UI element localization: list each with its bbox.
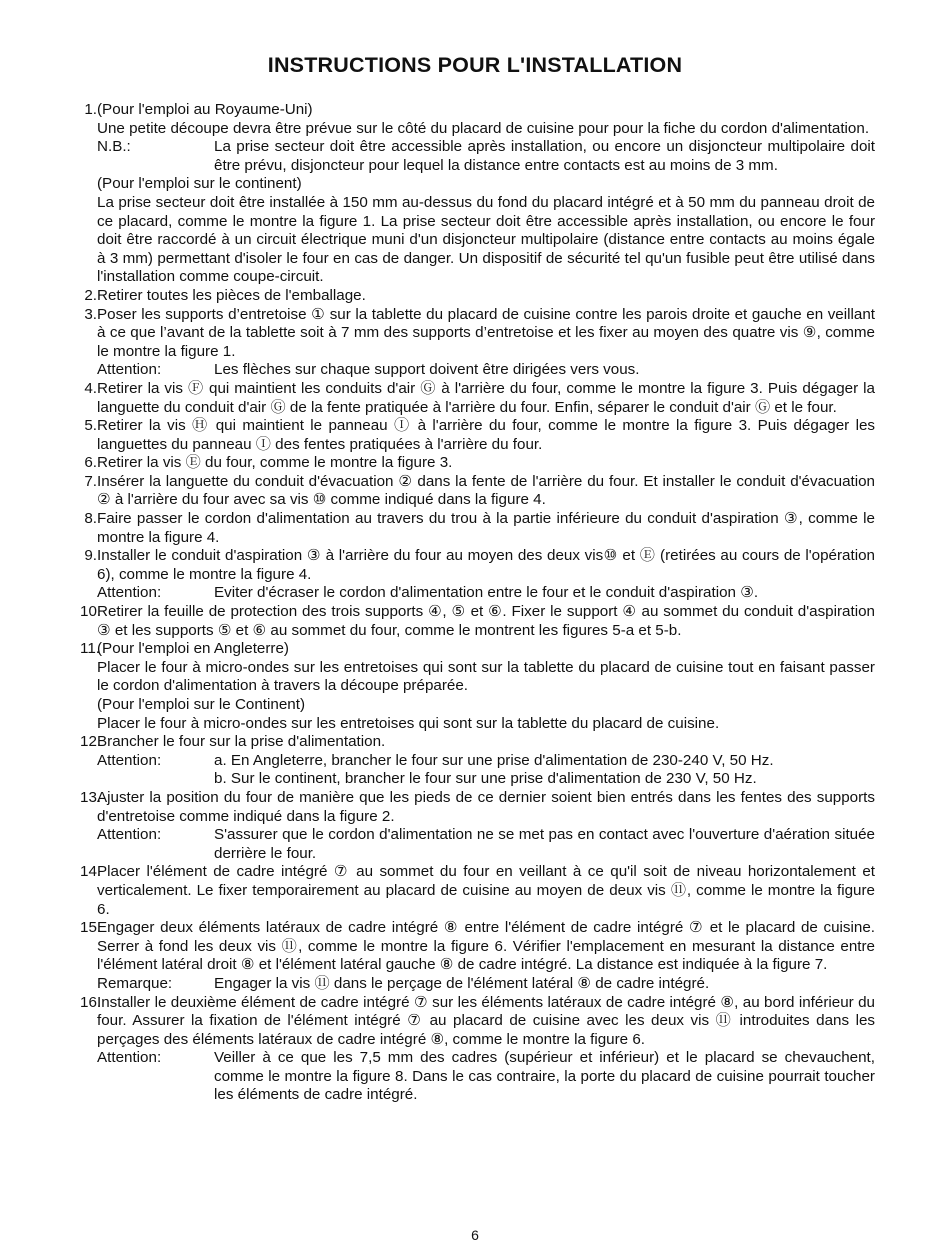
instruction-text: Retirer la vis Ⓔ du four, comme le montre la figure 3.	[97, 454, 453, 472]
page-title: INSTRUCTIONS POUR L'INSTALLATION	[267, 53, 683, 77]
instruction-text: Faire passer le cordon d'alimentation au travers du trou à la partie inférieure du conduit d'aspiration ③, comme le montre la figure 4.	[97, 510, 875, 546]
note-label: Attention:	[97, 1049, 162, 1067]
instruction-body	[97, 547, 875, 603]
instruction-body	[97, 510, 875, 547]
instruction-number: 14.	[80, 863, 102, 881]
instruction-number: 9.	[84, 547, 97, 565]
instruction-body	[97, 417, 875, 454]
note-label: Attention:	[97, 361, 162, 379]
instruction-body	[97, 919, 875, 993]
instruction-number: 8.	[84, 510, 97, 528]
instruction-number: 2.	[84, 286, 97, 304]
instruction-body	[97, 454, 875, 473]
instruction-text: Retirer la vis Ⓕ qui maintient les conduits d'air Ⓖ à l'arrière du four, comme le montre la figure 3. Puis dégager la languette du conduit d'air Ⓖ de la fente pratiquée à l'arrière du four. Enfin, séparer le conduit d'air Ⓖ et le four.	[97, 379, 875, 416]
note-text: Eviter d'écraser le cordon d'alimentation entre le four et le conduit d'aspiration ③.	[214, 584, 759, 602]
note-text: Les flèches sur chaque support doivent être dirigées vers vous.	[214, 361, 640, 379]
instruction-text: (Pour l'emploi en Angleterre)	[97, 640, 289, 658]
instruction-item	[80, 287, 875, 306]
page-number: 6	[471, 1227, 479, 1243]
instruction-item	[80, 510, 875, 547]
instruction-number: 5.	[84, 417, 97, 435]
instruction-item	[80, 603, 875, 640]
instruction-text: Installer le deuxième élément de cadre intégré ⑦ sur les éléments latéraux de cadre intégré ⑧, au bord inférieur du four. Assurer la fixation de l'élément intégré ⑦ au placard de cuisine avec les deux vis ⑪ introduites dans les perçages des éléments latéraux de cadre intégré ⑧, comme le montre la figure 6.	[97, 993, 875, 1048]
instruction-item	[80, 640, 875, 733]
instruction-item	[80, 547, 875, 603]
instruction-item	[80, 380, 875, 417]
instruction-text: (Pour l'emploi sur le continent)	[97, 175, 302, 193]
instruction-text: Une petite découpe devra être prévue sur le côté du placard de cuisine pour pour la fiche du cordon d'alimentation.	[97, 119, 870, 137]
instruction-number: 3.	[84, 305, 97, 323]
instruction-body	[97, 473, 875, 510]
instruction-item	[80, 994, 875, 1106]
instruction-item	[80, 473, 875, 510]
note-text: S'assurer que le cordon d'alimentation ne se met pas en contact avec l'ouverture d'aération située derrière le four.	[214, 826, 875, 862]
instruction-note	[97, 584, 875, 603]
instruction-item	[80, 454, 875, 473]
instruction-text: Retirer toutes les pièces de l'emballage.	[97, 286, 366, 304]
instruction-number: 16.	[80, 993, 102, 1011]
note-label	[97, 770, 214, 789]
instruction-item	[80, 733, 875, 789]
instruction-number: 4.	[84, 379, 97, 397]
instruction-item	[80, 863, 875, 919]
instruction-text: Placer le four à micro-ondes sur les entretoises qui sont sur la tablette du placard de cuisine.	[97, 714, 720, 732]
instruction-number: 7.	[84, 472, 97, 490]
note-text: Veiller à ce que les 7,5 mm des cadres (supérieur et inférieur) et le placard se chevauchent, comme le montre la figure 8. Dans le cas contraire, la porte du placard de cuisine pourrait toucher les éléments de cadre intégré.	[214, 1049, 875, 1104]
instruction-number: 15.	[80, 919, 102, 937]
instruction-body	[97, 380, 875, 417]
instruction-number: 10.	[80, 603, 102, 621]
instruction-text: Installer le conduit d'aspiration ③ à l'arrière du four au moyen des deux vis⑩ et Ⓔ (retirées au cours de l'opération 6), comme le montre la figure 4.	[97, 547, 875, 583]
instruction-text: Engager deux éléments latéraux de cadre intégré ⑧ entre l'élément de cadre intégré ⑦ et le placard de cuisine. Serrer à fond les deux vis ⑪, comme le montre la figure 6. Vérifier l'emplacement en mesurant la distance entre l'élément latéral droit ⑧ et l'élément latéral gauche ⑧ de cadre intégré. La distance est indiquée à la figure 7.	[97, 919, 875, 974]
instruction-item	[80, 101, 875, 287]
instruction-item	[80, 306, 875, 380]
instruction-body	[97, 994, 875, 1106]
instruction-note	[97, 138, 875, 175]
instruction-number: 1.	[84, 101, 97, 118]
note-text: a. En Angleterre, brancher le four sur une prise d'alimentation de 230-240 V, 50 Hz.	[214, 751, 774, 769]
instruction-body	[97, 733, 875, 789]
note-label: N.B.:	[97, 138, 131, 156]
instruction-text: Poser les supports d’entretoise ① sur la tablette du placard de cuisine contre les parois droite et gauche en veillant à ce que l’avant de la tablette soit à 7 mm des supports d’entretoise et les fixer au moyen des quatre vis ⑨, comme le montre la figure 1.	[97, 305, 875, 360]
instruction-number: 12.	[80, 733, 102, 751]
instruction-text: Retirer la vis Ⓗ qui maintient le panneau Ⓘ à l'arrière du four, comme le montre la figure 3. Puis dégager les languettes du panneau Ⓘ des fentes pratiquées à l'arrière du four.	[97, 417, 875, 453]
instruction-text: Retirer la feuille de protection des trois supports ④, ⑤ et ⑥. Fixer le support ④ au sommet du conduit d'aspiration ③ et les supports ⑤ et ⑥ au sommet du four, comme le montrent les figures 5-a et 5-b.	[97, 603, 875, 639]
instruction-body	[97, 603, 875, 640]
instruction-item	[80, 919, 875, 993]
instruction-text: La prise secteur doit être installée à 150 mm au-dessus du fond du placard intégré et à 50 mm du panneau droit de ce placard, comme le montre la figure 1. La prise secteur doit être accessible après installation, ou encore le four doit être raccordé à un circuit électrique muni d'un disjoncteur multipolaire (distance entre contacts au moins égale à 3 mm) permettant d'isoler le four en cas de danger. Un dispositif de sécurité tel qu'un fusible peut être utilisé dans l'installation comme coupe-circuit.	[97, 193, 875, 286]
note-text: Engager la vis ⑪ dans le perçage de l'élément latéral ⑧ de cadre intégré.	[214, 974, 710, 992]
note-text: La prise secteur doit être accessible après installation, ou encore un disjoncteur multipolaire doit être prévu, disjoncteur pour lequel la distance entre contacts est au moins de 3 mm.	[214, 138, 875, 174]
instruction-body	[97, 863, 875, 919]
instruction-note	[97, 770, 875, 789]
note-text: b. Sur le continent, brancher le four sur une prise d'alimentation de 230 V, 50 Hz.	[214, 770, 757, 788]
instruction-body	[97, 789, 875, 863]
instruction-text: Insérer la languette du conduit d'évacuation ② dans la fente de l'arrière du four. Et installer le conduit d'évacuation ② à l'arrière du four avec sa vis ⑩ comme indiqué dans la figure 4.	[97, 472, 875, 509]
instruction-text: (Pour l'emploi au Royaume-Uni)	[97, 101, 313, 118]
note-label: Attention:	[97, 826, 162, 844]
instruction-text: Placer l'élément de cadre intégré ⑦ au sommet du four en veillant à ce qu'il soit de niveau horizontalement et verticalement. Le fixer temporairement au placard de cuisine au moyen de deux vis ⑪, comme le montre la figure 6.	[97, 863, 875, 918]
instruction-body	[97, 101, 875, 287]
instruction-item	[80, 417, 875, 454]
instruction-text: (Pour l'emploi sur le Continent)	[97, 696, 306, 713]
instruction-item	[80, 789, 875, 863]
note-label: Attention:	[97, 751, 162, 769]
instruction-note	[97, 752, 875, 771]
instruction-body	[97, 640, 875, 733]
instruction-number: 6.	[84, 454, 97, 472]
instruction-number: 11.	[80, 640, 100, 658]
instruction-number: 13.	[80, 788, 102, 806]
note-label: Attention:	[97, 584, 162, 602]
instruction-text: Ajuster la position du four de manière que les pieds de ce dernier soient bien entrés dans les fentes des supports d'entretoise comme indiqué dans la figure 2.	[97, 788, 875, 825]
instruction-body	[97, 306, 875, 380]
instruction-note	[97, 1049, 875, 1105]
instructions-list	[80, 101, 875, 1105]
instruction-note	[97, 361, 875, 380]
instruction-body	[97, 287, 875, 306]
instruction-note	[97, 826, 875, 863]
instruction-text: Placer le four à micro-ondes sur les entretoises qui sont sur la tablette du placard de cuisine tout en faisant passer le cordon d'alimentation à travers la découpe préparée.	[97, 658, 875, 695]
instruction-text: Brancher le four sur la prise d'alimentation.	[97, 733, 386, 751]
instruction-note	[97, 975, 875, 994]
note-label: Remarque:	[97, 974, 173, 992]
